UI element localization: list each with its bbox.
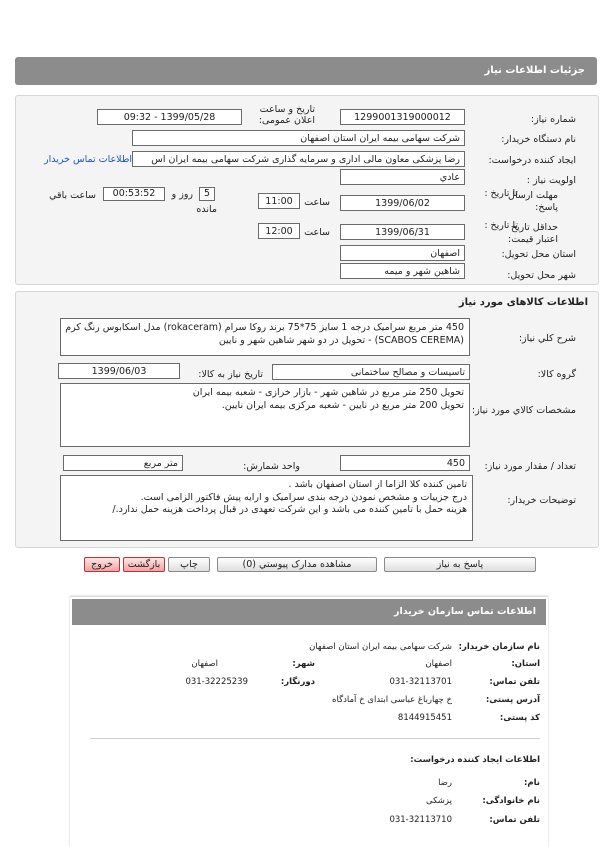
summary-line-2: (SCABOS CEREMA) - تحویل در دو شهر شاهین شهر و نایین [218, 334, 464, 346]
remaining-days-field: 5 [199, 187, 215, 201]
deadline-hour-label: ساعت [304, 197, 330, 208]
exit-button[interactable]: خروج [84, 557, 120, 572]
creator-family-value: پزشکی [426, 796, 452, 806]
city-label: شهر محل تحویل: [507, 270, 576, 281]
spec-label: مشخصات کالاي مورد نیاز: [471, 405, 576, 416]
goods-section-title: اطلاعات کالاهای مورد نیاز [458, 297, 588, 308]
remaining-days-label: روز و [171, 189, 193, 200]
notes-line-3: هزینه حمل با تامین کننده می باشد و این شرکت تعهدی در قبال پرداخت هزینه حمل ندارد./ [112, 504, 467, 515]
creator-section-title: اطلاعات ایجاد کننده درخواست: [410, 755, 540, 765]
buyer-org-label: نام دستگاه خریدار: [501, 134, 576, 145]
need-number-field: 1299001319000012 [340, 109, 465, 125]
deadline-time-field: 11:00 [258, 193, 300, 209]
contact-divider [90, 738, 540, 739]
contact-title: اطلاعات تماس سازمان خریدار [393, 606, 536, 617]
spec-line-1: تحویل 250 متر مربع در شاهین شهر - بازار خرازی - شعبه بیمه ایران [192, 387, 464, 398]
contact-city-value: اصفهان [191, 659, 218, 669]
buyer-contact-card [70, 596, 548, 847]
contact-org-value: شرکت سهامی بیمه ایران استان اصفهان [309, 642, 452, 652]
unit-label: واحد شمارش: [243, 461, 300, 472]
goods-group-label: گروه کالا: [537, 369, 576, 380]
validity-to-date-label: تا تاریخ : [484, 220, 518, 231]
announce-label: تاریخ و ساعت اعلان عمومی: [258, 104, 315, 126]
summary-field [60, 318, 470, 356]
creator-name-value: رضا [438, 778, 452, 788]
spec-field [60, 383, 470, 447]
creator-phone-label: تلفن تماس: [489, 815, 540, 825]
spec-line-2: تحویل 200 متر مربع در نایین - شعبه مرکزی بیمه ایران نایین. [221, 399, 464, 411]
need-date-field: 1399/06/03 [58, 363, 180, 379]
province-label: استان محل تحویل: [501, 249, 576, 260]
remaining-time-field: 00:53:52 [103, 187, 165, 201]
buyer-org-field: شرکت سهامی بیمه ایران استان اصفهان [132, 130, 465, 146]
creator-field: رضا پزشکی معاون مالی اداری و سرمایه گذاری شرکت سهامی بیمه ایران اس [132, 151, 465, 167]
province-field: اصفهان [340, 245, 465, 261]
priority-label: اولویت نیاز : [526, 175, 576, 186]
print-button[interactable]: چاپ [168, 557, 210, 572]
buyer-notes-field [60, 475, 473, 541]
need-number-label: شماره نیاز: [530, 114, 576, 125]
summary-label: شرح کلي نیاز: [518, 333, 576, 344]
quantity-label: تعداد / مقدار مورد نیاز: [484, 461, 576, 472]
page-title: جزئیات اطلاعات نیاز [484, 65, 585, 76]
contact-fax-label: دورنگار: [280, 677, 315, 687]
summary-line-1: 450 متر مربع سرامیک درجه 1 سایز 75*75 برند روکا سرام (rokaceram) مدل اسکابوس رنگ کرم [65, 322, 464, 333]
validity-date-field: 1399/06/31 [340, 224, 465, 240]
validity-time-field: 12:00 [258, 223, 300, 239]
contact-province-value: اصفهان [425, 659, 452, 669]
contact-phone-value: 031-32113701 [389, 677, 452, 687]
contact-address-label: آدرس پستی: [485, 695, 540, 705]
remaining-time-label: ساعت باقي [49, 190, 96, 201]
contact-province-label: استان: [511, 659, 540, 669]
view-attachments-button[interactable]: مشاهده مدارک پیوستي (0) [217, 557, 377, 572]
contact-header [72, 599, 546, 625]
contact-postal-value: 8144915451 [397, 713, 452, 723]
contact-address-value: خ چهارباغ عباسی ابتدای خ آمادگاه [332, 695, 452, 705]
buyer-contact-link[interactable]: اطلاعات تماس خریدار [44, 154, 133, 165]
announce-datetime-field: 1399/05/28 - 09:32 [97, 109, 242, 125]
quantity-field: 450 [340, 455, 470, 471]
back-button[interactable]: بازگشت [123, 557, 165, 572]
contact-postal-label: کد پستی: [499, 713, 540, 723]
contact-city-label: شهر: [292, 659, 315, 669]
creator-label: ایجاد کننده درخواست: [488, 155, 576, 166]
unit-field: متر مربع [63, 455, 183, 471]
contact-phone-label: تلفن تماس: [489, 677, 540, 687]
need-date-label: تاریخ نیاز به کالا: [198, 369, 263, 380]
page-header [15, 57, 597, 85]
contact-fax-value: 031-32225239 [185, 677, 248, 687]
city-field: شاهین شهر و میمه [340, 263, 465, 279]
notes-line-2: درج جزییات و مشخص نمودن درجه بندی سرامیک و ارایه پیش فاکتور الزامی است. [140, 491, 467, 503]
deadline-label: مهلت ارسال پاسخ: [508, 190, 558, 213]
buyer-notes-label: توضیحات خریدار: [507, 495, 576, 506]
deadline-date-field: 1399/06/02 [340, 195, 465, 211]
goods-group-field: تاسیسات و مصالح ساختمانی [272, 364, 470, 380]
creator-name-label: نام: [523, 778, 540, 788]
creator-family-label: نام خانوادگی: [482, 796, 540, 806]
validity-hour-label: ساعت [304, 227, 330, 238]
notes-line-1: تامین کننده کلا الزاما از استان اصفهان باشد . [288, 479, 467, 490]
validity-label: حداقل تاریخ اعتبار قیمت: [508, 222, 558, 245]
remaining-suffix-label: مانده [196, 204, 217, 215]
priority-field: عادي [340, 169, 465, 185]
contact-org-label: نام سازمان خریدار: [458, 642, 540, 652]
deadline-to-date-label: تا تاریخ : [484, 188, 518, 199]
reply-to-need-button[interactable]: پاسخ به نیاز [384, 557, 536, 572]
creator-phone-value: 031-32113710 [389, 815, 452, 825]
